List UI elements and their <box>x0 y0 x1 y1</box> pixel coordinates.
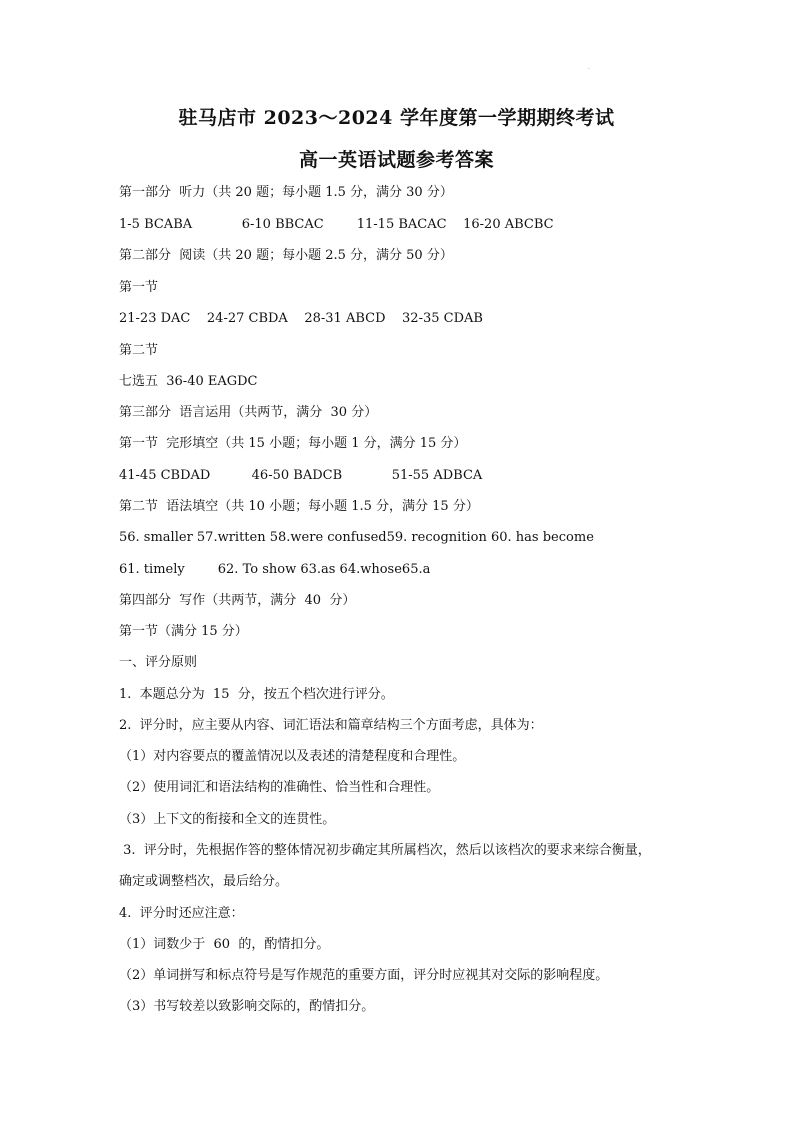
grammar-fill-heading: 第二节 语法填空（共 10 小题；每小题 1.5 分，满分 15 分） <box>119 499 479 514</box>
scoring-rule-3: 3. 评分时，先根据作答的整体情况初步确定其所属档次，然后以该档次的要求来综合衡量， <box>119 843 651 858</box>
section-1-heading: 第一部分 听力（共 20 题；每小题 1.5 分，满分 30 分） <box>119 185 453 200</box>
reading-part-1-answers: 21-23 DAC 24-27 CBDA 28-31 ABCD 32-35 CDAB <box>119 311 483 326</box>
scoring-rule-2-item-3: （3）上下文的衔接和全文的连贯性。 <box>119 812 336 827</box>
scoring-rule-4-item-3: （3）书写较差以致影响交际的，酌情扣分。 <box>119 999 375 1014</box>
scoring-rule-4: 4. 评分时还应注意： <box>119 906 244 921</box>
reading-part-2-heading: 第二节 <box>119 343 159 358</box>
section-4-heading: 第四部分 写作（共两节，满分 40 分） <box>119 593 356 608</box>
scoring-rule-2-item-2: （2）使用词汇和语法结构的准确性、恰当性和合理性。 <box>119 780 440 795</box>
listening-answers: 1-5 BCABA 6-10 BBCAC 11-15 BACAC 16-20 ABCBC <box>119 217 554 232</box>
cloze-heading: 第一节 完形填空（共 15 小题；每小题 1 分，满分 15 分） <box>119 436 467 451</box>
page-title: 驻马店市 2023～2024 学年度第一学期期终考试 <box>178 107 615 129</box>
seven-choose-five-answers: 七选五 36-40 EAGDC <box>119 374 258 389</box>
page-subtitle: 高一英语试题参考答案 <box>298 149 494 171</box>
scoring-rule-4-item-1: （1）词数少于 60 的，酌情扣分。 <box>119 937 330 952</box>
scoring-rule-2: 2. 评分时，应主要从内容、词汇语法和篇章结构三个方面考虑，具体为： <box>119 718 543 733</box>
scoring-principles-heading: 一、评分原则 <box>119 655 198 670</box>
section-2-heading: 第二部分 阅读（共 20 题；每小题 2.5 分，满分 50 分） <box>119 248 453 263</box>
scoring-rule-4-item-2: （2）单词拼写和标点符号是写作规范的重要方面，评分时应视其对交际的影响程度。 <box>119 968 609 983</box>
corner-mark: . <box>588 64 590 71</box>
scoring-rule-2-item-1: （1）对内容要点的覆盖情况以及表述的清楚程度和合理性。 <box>119 749 466 764</box>
writing-part-1-heading: 第一节（满分 15 分） <box>119 624 248 639</box>
scoring-rule-1: 1. 本题总分为 15 分，按五个档次进行评分。 <box>119 687 394 702</box>
section-3-heading: 第三部分 语言运用（共两节，满分 30 分） <box>119 405 378 420</box>
scoring-rule-3-continued: 确定或调整档次，最后给分。 <box>119 874 289 889</box>
cloze-answers: 41-45 CBDAD 46-50 BADCB 51-55 ADBCA <box>119 468 483 483</box>
grammar-fill-answers-2: 61. timely 62. To show 63.as 64.whose65.a <box>119 562 431 577</box>
reading-part-1-heading: 第一节 <box>119 280 159 295</box>
grammar-fill-answers-1: 56. smaller 57.written 58.were confused59. recognition 60. has become <box>119 530 594 545</box>
